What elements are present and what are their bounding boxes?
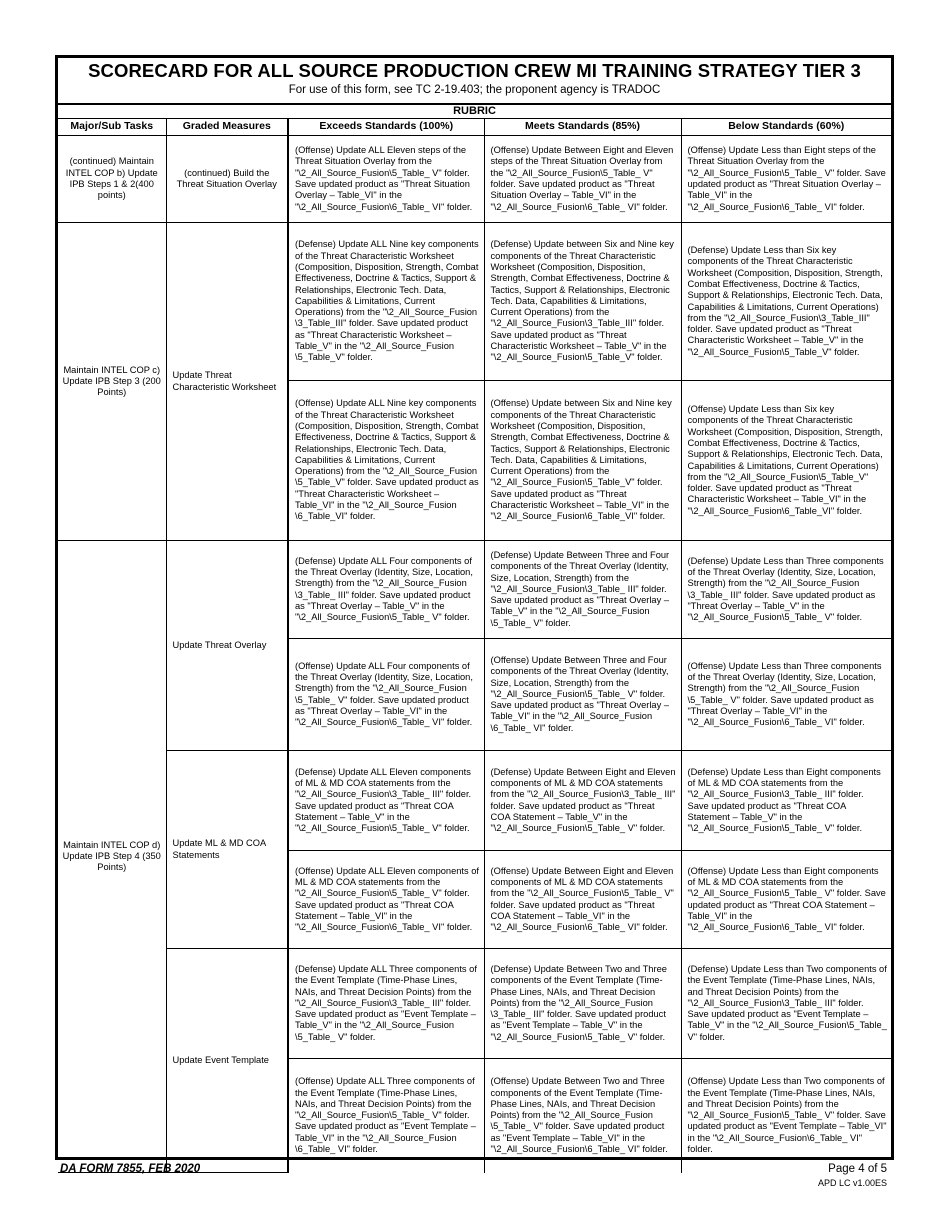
exceeds-cell: (Defense) Update ALL Three components of the Event Template (Time-Phase Lines, NAIs, and Threat Decision Points) from the "\2_All_Source_Fusion\3_Table_ III" folder. Save updated product as "Event Template – Table_V" in the "\2_All_Source_Fusion \5_Table_ V" folder. xyxy=(288,949,484,1059)
meets-cell: (Offense) Update Between Eight and Eleven components of ML & MD COA statements from the "\2_All_Source_Fusion\5_Table_ V" folder. Save updated product as "Threat COA Statement – Table_VI" in the "\2_All_Source_Fusion\6_Table_ VI" folder. xyxy=(484,851,681,949)
form-frame xyxy=(55,55,894,1160)
below-cell: (Offense) Update Less than Eight components of ML & MD COA statements from the "\2_All_Source_Fusion\5_Table_ V" folder. Save updated product as "Threat COA Statement – Table_VI" in the "\2_All_Source_Fusion\6_Table_ VI" folder. xyxy=(681,851,891,949)
header-row xyxy=(58,119,891,136)
measure-cell: Update Threat Overlay xyxy=(166,541,288,751)
below-cell: (Offense) Update Less than Three components of the Threat Overlay (Identity, Size, Location, Strength) from the "\2_All_Source_Fusion \5_Table_ V" folder. Save updated product as "Threat Overlay – Table_VI" in the "\2_All_Source_Fusion\6_Table_ VI" folder. xyxy=(681,639,891,751)
meets-cell: (Offense) Update between Six and Nine key components of the Threat Characteristic Worksheet (Composition, Disposition, Strength, Combat Effectiveness, Doctrine & Tactics, Support & Relationships, Electronic Tech. Data, Capabilities & Limitations, Current Operations) from the "\2_All_Source_Fusion\5_Table_V" folder. Save updated product as "Threat Characteristic Worksheet – Table_VI" in the "\2_All_Source_Fusion\6_Table_VI" folder. xyxy=(484,381,681,541)
col-header-exceeds: Exceeds Standards (100%) xyxy=(288,119,484,136)
exceeds-cell: (Defense) Update ALL Nine key components of the Threat Characteristic Worksheet (Composition, Disposition, Strength, Combat Effectiveness, Doctrine & Tactics, Support & Relationships, Electronic Tech. Data, Capabilities & Limitations, Current Operations) from the "\2_All_Source_Fusion \3_Table_III" folder. Save updated product as "Threat Characteristic Worksheet – Table_V" in the "\2_All_Source_Fusion \5_Table_V" folder. xyxy=(288,223,484,381)
measure-cell: (continued) Build the Threat Situation Overlay xyxy=(166,136,288,223)
meets-cell: (Defense) Update Between Two and Three components of the Event Template (Time-Phase Lines, NAIs, and Threat Decision Points) from the "\2_All_Source_Fusion \3_Table_ III" folder. Save updated product as "Event Template – Table_V" in the "\2_All_Source_Fusion\5_Table_ V" folder. xyxy=(484,949,681,1059)
exceeds-cell: (Offense) Update ALL Eleven steps of the Threat Situation Overlay from the "\2_All_Source_Fusion\5_Table_ V" folder. Save updated product as "Threat Situation Overlay – Table_VI" in the "\2_All_Source_Fusion\6_Table_ VI" folder. xyxy=(288,136,484,223)
col-header-task: Major/Sub Tasks xyxy=(58,119,166,136)
form-number: DA FORM 7855, FEB 2020 xyxy=(60,1163,201,1175)
meets-cell: (Offense) Update Between Three and Four components of the Threat Overlay (Identity, Size, Location, Strength) from the "\2_All_Source_Fusion\5_Table_ V" folder. Save updated product as "Threat Overlay – Table_VI" in the "\2_All_Source_Fusion \6_Table_ VI" folder. xyxy=(484,639,681,751)
table-row xyxy=(58,136,891,223)
measure-cell: Update Event Template xyxy=(166,949,288,1173)
measure-cell: Update ML & MD COA Statements xyxy=(166,751,288,949)
meets-cell: (Defense) Update Between Three and Four components of the Threat Overlay (Identity, Size, Location, Strength) from the "\2_All_Source_Fusion\3_Table_ III" folder. Save updated product as "Threat Overlay – Table_V" in the "\2_All_Source_Fusion \5_Table_ V" folder. xyxy=(484,541,681,639)
task-cell: (continued) Maintain INTEL COP b) Update IPB Steps 1 & 2(400 points) xyxy=(58,136,166,223)
rubric-label: RUBRIC xyxy=(58,105,891,119)
below-cell: (Offense) Update Less than Eight steps of the Threat Situation Overlay from the "\2_All_Source_Fusion\5_Table_ V" folder. Save updated product as "Threat Situation Overlay – Table_VI" in the "\2_All_Source_Fusion\6_Table_ VI" folder. xyxy=(681,136,891,223)
exceeds-cell: (Offense) Update ALL Three components of the Event Template (Time-Phase Lines, NAIs, and Threat Decision Points) from the "\2_All_Source_Fusion\5_Table_ V" folder. Save updated product as "Event Template – Table_VI" in the "\2_All_Source_Fusion \6_Table_ VI" folder. xyxy=(288,1059,484,1173)
meets-cell: (Defense) Update between Six and Nine key components of the Threat Characteristic Worksheet (Composition, Disposition, Strength, Combat Effectiveness, Doctrine & Tactics, Support & Relationships, Electronic Tech. Data, Capabilities & Limitations, Current Operations) from the "\2_All_Source_Fusion\3_Table_III" folder. Save updated product as "Threat Characteristic Worksheet – Table_V" in the "\2_All_Source_Fusion\5_Table_V" folder. xyxy=(484,223,681,381)
task-cell: Maintain INTEL COP d) Update IPB Step 4 (350 Points) xyxy=(58,541,166,1173)
below-cell: (Offense) Update Less than Six key components of the Threat Characteristic Worksheet (Composition, Disposition, Strength, Combat Effectiveness, Doctrine & Tactics, Support & Relationships, Electronic Tech. Data, Capabilities & Limitations, Current Operations) from the "\2_All_Source_Fusion\5_Table_V" folder. Save updated product as "Threat Characteristic Worksheet – Table_VI" in the "\2_All_Source_Fusion\6_Table_VI" folder. xyxy=(681,381,891,541)
col-header-measure: Graded Measures xyxy=(166,119,288,136)
rubric-table xyxy=(58,119,891,1173)
page-number: Page 4 of 5 xyxy=(828,1163,887,1175)
meets-cell: (Defense) Update Between Eight and Eleven components of ML & MD COA statements from the "\2_All_Source_Fusion\3_Table_ III" folder. Save updated product as "Threat COA Statement – Table_V" in the "\2_All_Source_Fusion\5_Table_ V" folder. xyxy=(484,751,681,851)
table-row xyxy=(58,223,891,381)
exceeds-cell: (Defense) Update ALL Eleven components of ML & MD COA statements from the "\2_All_Source_Fusion\3_Table_ III" folder. Save updated product as "Threat COA Statement – Table_V" in the "\2_All_Source_Fusion\5_Table_ V" folder. xyxy=(288,751,484,851)
below-cell: (Defense) Update Less than Three components of the Threat Overlay (Identity, Size, Location, Strength) from the "\2_All_Source_Fusion \3_Table_ III" folder. Save updated product as "Threat Overlay – Table_V" in the "\2_All_Source_Fusion\5_Table_ V" folder. xyxy=(681,541,891,639)
meets-cell: (Offense) Update Between Two and Three components of the Event Template (Time-Phase Lines, NAIs, and Threat Decision Points) from the "\2_All_Source_Fusion \5_Table_ V" folder. Save updated product as "Event Template – Table_VI" in the "\2_All_Source_Fusion\6_Table_ VI" folder. xyxy=(484,1059,681,1173)
exceeds-cell: (Offense) Update ALL Nine key components of the Threat Characteristic Worksheet (Composition, Disposition, Strength, Combat Effectiveness, Doctrine & Tactics, Support & Relationships, Electronic Tech. Data, Capabilities & Limitations, Current Operations) from the "\2_All_Source_Fusion \5_Table_V" folder. Save updated product as "Threat Characteristic Worksheet – Table_VI" in the "\2_All_Source_Fusion \6_Table_VI" folder. xyxy=(288,381,484,541)
measure-cell: Update Threat Characteristic Worksheet xyxy=(166,223,288,541)
table-row xyxy=(58,949,891,1059)
form-subtitle: For use of this form, see TC 2-19.403; the proponent agency is TRADOC xyxy=(288,84,661,96)
task-cell: Maintain INTEL COP c) Update IPB Step 3 (200 Points) xyxy=(58,223,166,541)
col-header-meets: Meets Standards (85%) xyxy=(484,119,681,136)
below-cell: (Defense) Update Less than Two components of the Event Template (Time-Phase Lines, NAIs, and Threat Decision Points) from the "\2_All_Source_Fusion\3_Table_ III" folder. Save updated product as "Event Template – Table_V" in the "\2_All_Source_Fusion\5_Table_ V" folder. xyxy=(681,949,891,1059)
table-row xyxy=(58,751,891,851)
title-block xyxy=(58,58,891,105)
exceeds-cell: (Offense) Update ALL Four components of the Threat Overlay (Identity, Size, Location, Strength) from the "\2_All_Source_Fusion \5_Table_ V" folder. Save updated product as "Threat Overlay – Table_VI" in the "\2_All_Source_Fusion\6_Table_ VI" folder. xyxy=(288,639,484,751)
exceeds-cell: (Offense) Update ALL Eleven components of ML & MD COA statements from the "\2_All_Source_Fusion\5_Table_ V" folder. Save updated product as "Threat COA Statement – Table_VI" in the "\2_All_Source_Fusion\6_Table_ VI" folder. xyxy=(288,851,484,949)
below-cell: (Defense) Update Less than Eight components of ML & MD COA statements from the "\2_All_Source_Fusion\3_Table_ III" folder. Save updated product as "Threat COA Statement – Table_V" in the "\2_All_Source_Fusion\5_Table_ V" folder. xyxy=(681,751,891,851)
below-cell: (Offense) Update Less than Two components of the Event Template (Time-Phase Lines, NAIs, and Threat Decision Points) from the "\2_All_Source_Fusion\5_Table_ V" folder. Save updated product as "Event Template – Table_VI" in the "\2_All_Source_Fusion\6_Table_ VI" folder. xyxy=(681,1059,891,1173)
col-header-below: Below Standards (60%) xyxy=(681,119,891,136)
version-code: APD LC v1.00ES xyxy=(817,1178,887,1188)
below-cell: (Defense) Update Less than Six key components of the Threat Characteristic Worksheet (Composition, Disposition, Strength, Combat Effectiveness, Doctrine & Tactics, Support & Relationships, Electronic Tech. Data, Capabilities & Limitations, Current Operations) from the "\2_All_Source_Fusion\3_Table_III" folder. Save updated product as "Threat Characteristic Worksheet – Table_V" in the "\2_All_Source_Fusion\5_Table_V" folder. xyxy=(681,223,891,381)
meets-cell: (Offense) Update Between Eight and Eleven steps of the Threat Situation Overlay from the "\2_All_Source_Fusion\5_Table_ V" folder. Save updated product as "Threat Situation Overlay – Table_VI" in the "\2_All_Source_Fusion\6_Table_ VI" folder. xyxy=(484,136,681,223)
form-title: SCORECARD FOR ALL SOURCE PRODUCTION CREW MI TRAINING STRATEGY TIER 3 xyxy=(88,60,861,81)
exceeds-cell: (Defense) Update ALL Four components of the Threat Overlay (Identity, Size, Location, Strength) from the "\2_All_Source_Fusion \3_Table_ III" folder. Save updated product as "Threat Overlay – Table_V" in the "\2_All_Source_Fusion\5_Table_ V" folder. xyxy=(288,541,484,639)
table-row xyxy=(58,541,891,639)
